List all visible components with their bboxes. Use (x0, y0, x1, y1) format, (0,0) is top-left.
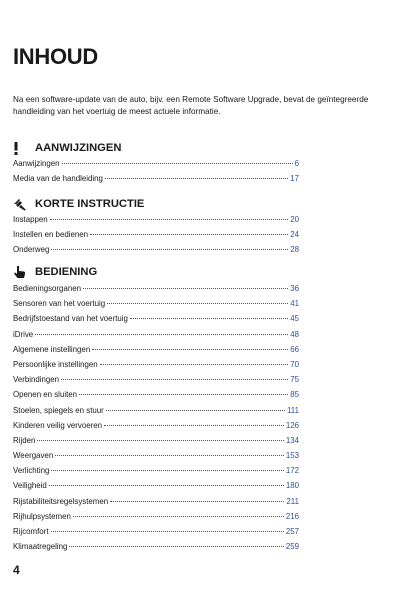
page-link[interactable]: 153 (285, 451, 299, 461)
page-link[interactable]: 134 (285, 435, 299, 445)
toc-entry[interactable]: Algemene instellingen 66 (13, 342, 299, 357)
page-link[interactable]: 66 (290, 344, 299, 354)
page-link[interactable]: 45 (290, 314, 299, 324)
toc-list-bediening (13, 281, 299, 554)
pointing-hand-icon (13, 265, 28, 279)
page-link[interactable]: 172 (285, 466, 299, 476)
section-heading-aanwijzingen (13, 140, 121, 156)
toc-entry[interactable]: Rijden 134 (13, 433, 299, 448)
page-title: INHOUD (13, 44, 98, 69)
toc-entry[interactable]: Instappen 20 (13, 212, 299, 227)
page-link[interactable]: 211 (286, 496, 299, 506)
toc-entry[interactable]: Bedieningsorganen 36 (13, 281, 299, 296)
page-link[interactable]: 17 (290, 174, 299, 184)
toc-entry[interactable]: Rijcomfort 257 (13, 524, 299, 539)
toc-entry[interactable]: Verbindingen 75 (13, 372, 299, 387)
page-link[interactable]: 85 (290, 390, 299, 400)
page-link[interactable]: 257 (285, 527, 299, 536)
page-link[interactable]: 20 (290, 215, 299, 224)
section-heading-label: BEDIENING (35, 266, 98, 278)
section-heading-label: AANWIJZINGEN (35, 142, 122, 154)
toc-entry[interactable]: Verlichting 172 (13, 463, 299, 478)
page-link[interactable]: 75 (290, 375, 299, 385)
page-link[interactable]: 216 (285, 511, 299, 521)
section-heading-bediening (13, 264, 97, 280)
toc-entry[interactable]: Stoelen, spiegels en stuur 111 (13, 403, 299, 418)
page-link[interactable]: 70 (290, 359, 299, 369)
page-link[interactable]: 6 (294, 159, 299, 168)
toc-entry[interactable]: Onderweg 28 (13, 242, 299, 257)
page-link[interactable]: 36 (290, 284, 299, 293)
page-link[interactable]: 180 (285, 481, 299, 491)
page-link[interactable]: 24 (290, 230, 299, 240)
exclamation-icon (13, 141, 28, 155)
page-link[interactable]: 48 (290, 329, 299, 339)
page-link[interactable]: 28 (290, 245, 299, 255)
quick-start-icon (13, 197, 28, 211)
toc-entry[interactable]: Aanwijzingen 6 (13, 156, 299, 171)
toc-list-aanwijzingen (13, 156, 299, 186)
page-link[interactable]: 111 (287, 405, 299, 415)
toc-entry[interactable]: Rijhulpsystemen 216 (13, 509, 299, 524)
toc-entry[interactable]: Instellen en bedienen 24 (13, 227, 299, 242)
toc-entry[interactable]: Openen en sluiten 85 (13, 387, 299, 402)
toc-entry[interactable]: Weergaven 153 (13, 448, 299, 463)
toc-entry[interactable]: iDrive 48 (13, 327, 299, 342)
page-link[interactable]: 41 (290, 299, 299, 309)
section-heading-korte-instructie (13, 196, 144, 212)
toc-entry[interactable]: Klimaatregeling 259 (13, 539, 299, 554)
toc-entry[interactable]: Persoonlijke instellingen 70 (13, 357, 299, 372)
toc-entry[interactable]: Rijstabiliteitsregelsystemen 211 (13, 494, 299, 509)
page-number: 4 (13, 563, 20, 577)
page-link[interactable]: 126 (285, 420, 299, 430)
toc-entry[interactable]: Sensoren van het voertuig 41 (13, 296, 299, 311)
page-link[interactable]: 259 (285, 542, 299, 552)
intro-text: Na een software-update van de auto, bijv. een Remote Software Upgrade, bevat de geïntegreerde handleiding van het voertuig de meest actuele informatie. (13, 95, 369, 116)
toc-list-korte-instructie (13, 212, 299, 258)
toc-entry[interactable]: Kinderen veilig vervoeren 126 (13, 418, 299, 433)
section-heading-label: KORTE INSTRUCTIE (35, 198, 145, 210)
toc-entry[interactable]: Bedrijfstoestand van het voertuig 45 (13, 311, 299, 326)
toc-entry[interactable]: Media van de handleiding 17 (13, 171, 299, 186)
toc-entry[interactable]: Veiligheid 180 (13, 478, 299, 493)
